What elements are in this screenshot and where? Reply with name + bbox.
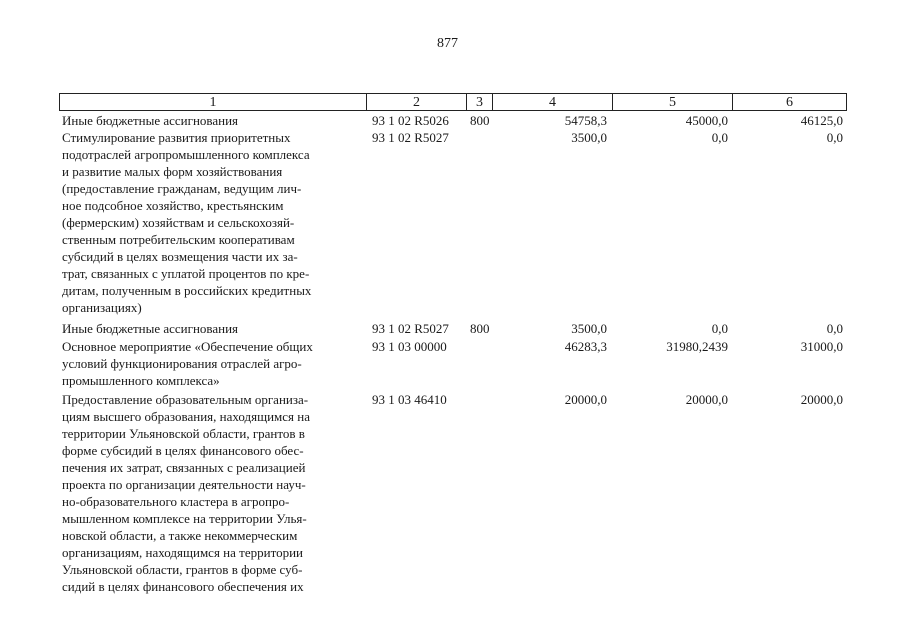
row-value-col4: 54758,3	[564, 113, 607, 128]
row-description: Основное мероприятие «Обеспечение общих условий функционирования отраслей агро- промышленного комплекса»	[62, 339, 313, 388]
row-value-col4: 46283,3	[564, 339, 607, 354]
row-value-col5: 20000,0	[685, 392, 728, 407]
row-code: 93 1 02 R5027	[372, 130, 449, 145]
row-value-col6: 46125,0	[800, 113, 843, 128]
row-description: Предоставление образовательным организа- циям высшего образования, находящимся на территории Ульяновской области, грантов в форме субсидий в целях финансового обес- печения их затрат, связанных с реализацией проекта по организации деятельности науч- но-образовательного кластера в агропро- мышленном комплексе на территории Улья- новской области, а также некоммерческим организациям, находящимся на территории Ульяновской области, грантов в форме суб- сидий в целях финансового обеспечения их	[62, 392, 310, 594]
page-number: 877	[437, 36, 458, 51]
row-code: 93 1 03 46410	[372, 392, 447, 407]
row-value-col5: 0,0	[711, 130, 728, 145]
row-value-col4: 3500,0	[571, 321, 607, 336]
row-code: 93 1 03 00000	[372, 339, 447, 354]
row-code: 93 1 02 R5026	[372, 113, 449, 128]
row-value-col4: 3500,0	[571, 130, 607, 145]
row-value-col5: 0,0	[711, 321, 728, 336]
row-expense-type: 800	[470, 113, 490, 128]
row-value-col4: 20000,0	[564, 392, 607, 407]
row-value-col6: 31000,0	[800, 339, 843, 354]
row-value-col6: 0,0	[826, 130, 843, 145]
row-value-col5: 31980,2439	[666, 339, 728, 354]
header-col-2: 2	[366, 93, 467, 111]
header-col-5: 5	[612, 93, 733, 111]
row-value-col5: 45000,0	[685, 113, 728, 128]
header-col-6: 6	[732, 93, 847, 111]
row-description: Стимулирование развития приоритетных подотраслей агропромышленного комплекса и развитие малых форм хозяйствования (предоставление гражданам, ведущим лич- ное подсобное хозяйство, крестьянским (фермерским) хозяйствам и сельскохозяй- ственным потребительским кооперативам субсидий в целях возмещения части их за- трат, связанных с уплатой процентов по кре- дитам, полученным в российских кредитных организациях)	[62, 130, 312, 315]
row-description: Иные бюджетные ассигнования	[62, 113, 239, 128]
row-description: Иные бюджетные ассигнования	[62, 321, 239, 336]
header-col-4: 4	[492, 93, 613, 111]
row-value-col6: 20000,0	[800, 392, 843, 407]
row-code: 93 1 02 R5027	[372, 321, 449, 336]
row-expense-type: 800	[470, 321, 490, 336]
header-col-3: 3	[466, 93, 493, 111]
header-col-1: 1	[59, 93, 367, 111]
row-value-col6: 0,0	[826, 321, 843, 336]
